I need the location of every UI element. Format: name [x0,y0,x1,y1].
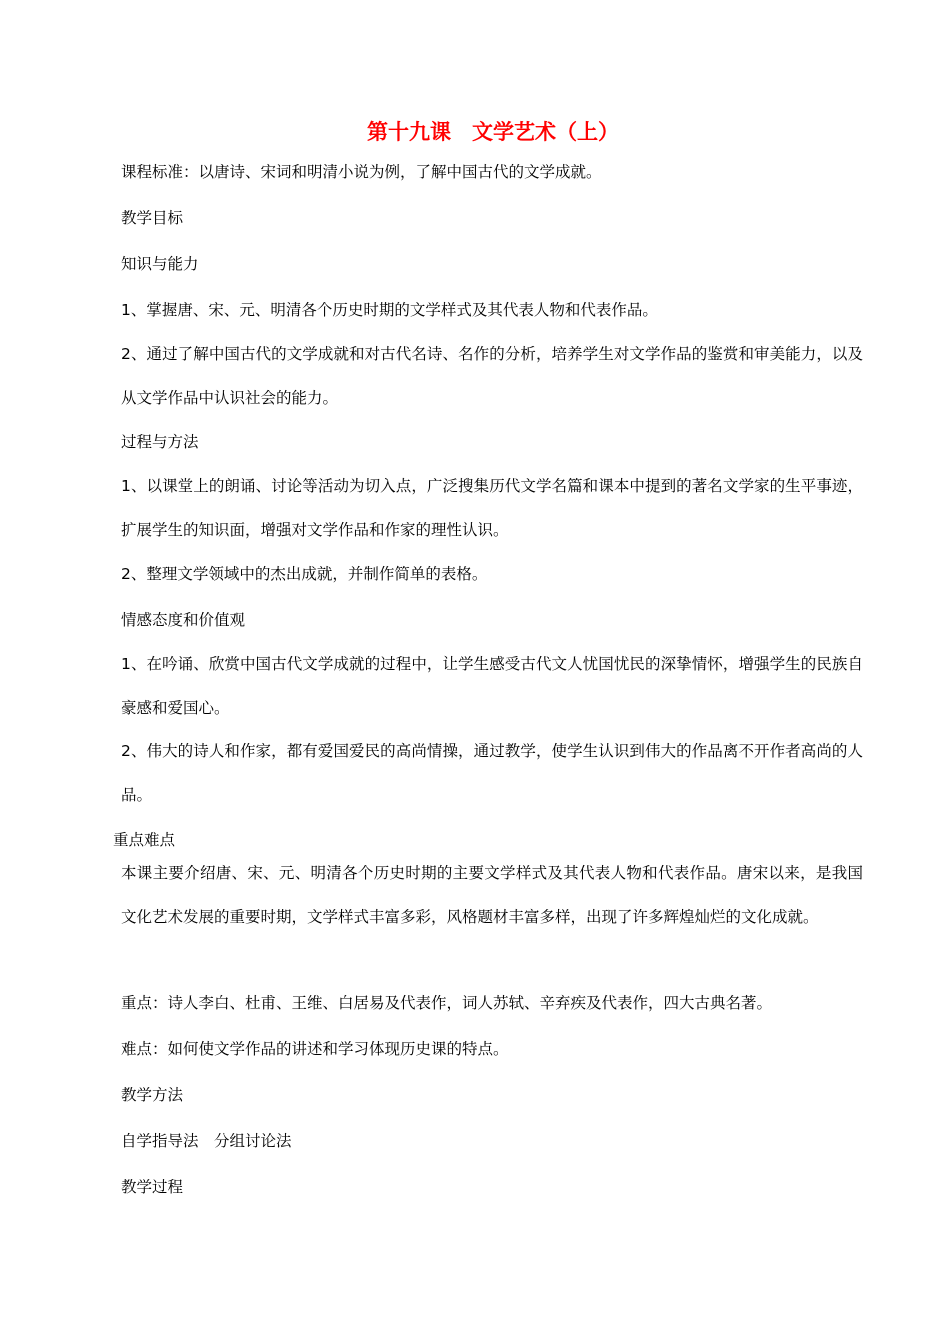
difficulty-line: 难点：如何使文学作品的讲述和学习体现历史课的特点。 [121,1040,509,1058]
teaching-goals-heading: 教学目标 [121,209,184,227]
course-standard: 课程标准：以唐诗、宋词和明清小说为例，了解中国古代的文学成就。 [121,163,602,181]
focus-line: 重点：诗人李白、杜甫、王维、白居易及代表作，词人苏轼、辛弃疾及代表作，四大古典名著。 [121,994,773,1012]
key-points-heading: 重点难点 [113,831,176,849]
emotion-heading: 情感态度和价值观 [121,611,246,629]
document-title: 第十九课 文学艺术（上） [367,120,619,144]
knowledge-item-1: 1、掌握唐、宋、元、明清各个历史时期的文学样式及其代表人物和代表作品。 [121,301,658,319]
knowledge-heading: 知识与能力 [121,255,199,273]
knowledge-item-2: 2、通过了解中国古代的文学成就和对古代名诗、名作的分析，培养学生对文学作品的鉴赏和审美能力，以及从文学作品中认识社会的能力。 [121,345,863,407]
methods-line: 自学指导法 分组讨论法 [121,1132,292,1150]
emotion-item-1: 1、在吟诵、欣赏中国古代文学成就的过程中，让学生感受古代文人忧国忧民的深挚情怀，增强学生的民族自豪感和爱国心。 [121,655,863,717]
process-item-2: 2、整理文学领域中的杰出成就，并制作简单的表格。 [121,565,488,583]
emotion-item-2: 2、伟大的诗人和作家，都有爱国爱民的高尚情操，通过教学，使学生认识到伟大的作品离不开作者高尚的人品。 [121,742,863,804]
method-heading: 教学方法 [121,1086,184,1104]
key-points-body: 本课主要介绍唐、宋、元、明清各个历史时期的主要文学样式及其代表人物和代表作品。唐宋以来，是我国文化艺术发展的重要时期，文学样式丰富多彩，风格题材丰富多样，出现了许多辉煌灿烂的文化成就。 [121,864,863,926]
process-section-heading: 教学过程 [121,1178,184,1196]
process-heading: 过程与方法 [121,433,199,451]
process-item-1: 1、以课堂上的朗诵、讨论等活动为切入点，广泛搜集历代文学名篇和课本中提到的著名文学家的生平事迹，扩展学生的知识面，增强对文学作品和作家的理性认识。 [121,477,863,539]
